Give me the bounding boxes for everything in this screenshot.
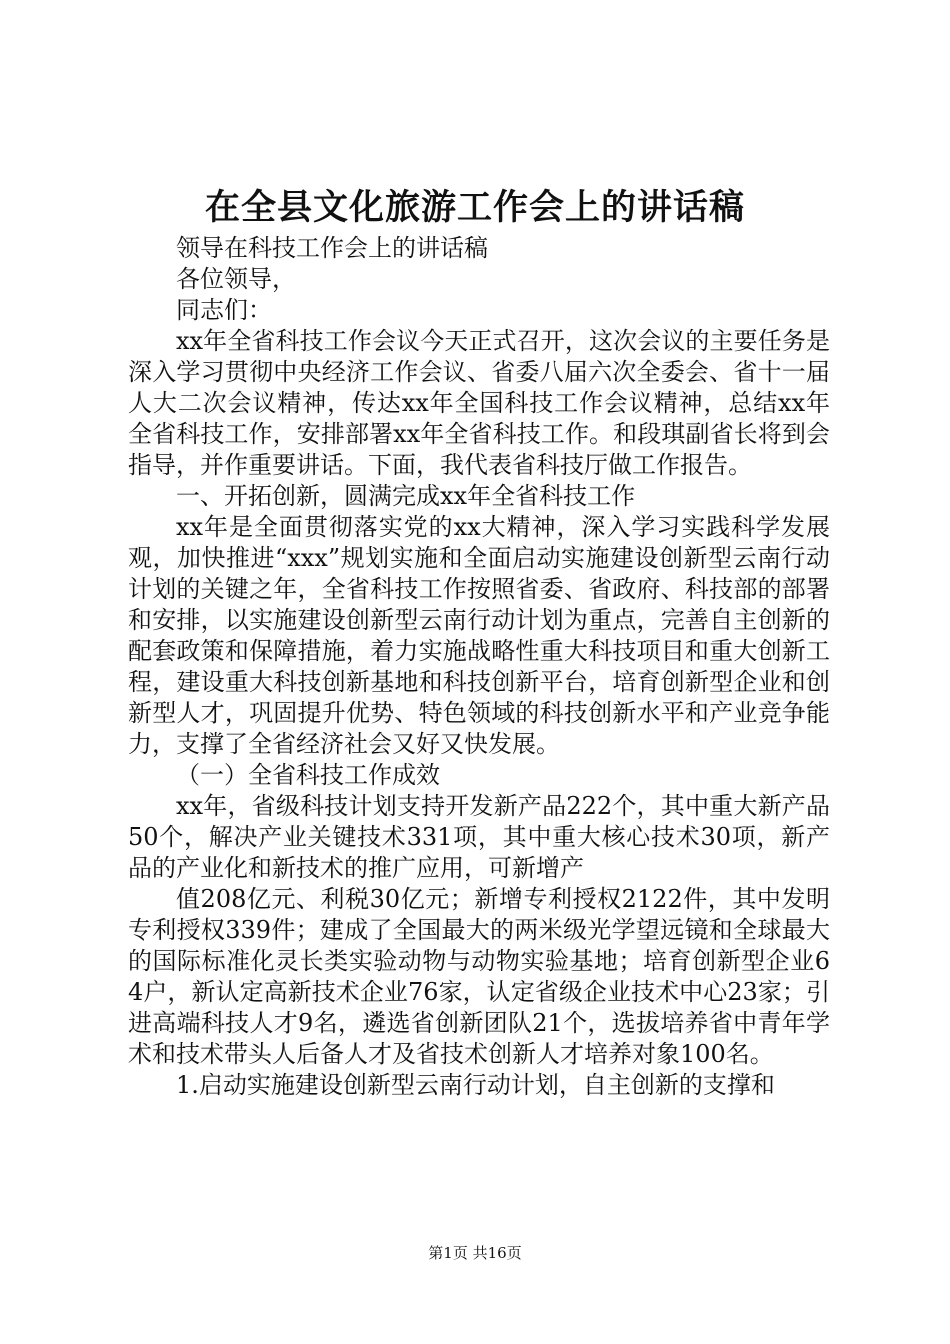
body-paragraph: xx年，省级科技计划支持开发新产品222个，其中重大新产品50个，解决产业关键技术331项，其中重大核心技术30项，新产品的产业化和新技术的推广应用，可新增产 <box>128 792 830 882</box>
body-paragraph: 领导在科技工作会上的讲话稿 <box>176 234 488 262</box>
body-paragraph: 值208亿元、利税30亿元；新增专利授权2122件，其中发明专利授权339件；建成了全国最大的两米级光学望远镜和全球最大的国际标准化灵长类实验动物与动物实验基地；培育创新型企业64户，新认定高新技术企业76家，认定省级企业技术中心23家；引进高端科技人才9名，遴选省创新团队21个，选拔培养省中青年学术和技术带头人后备人才及省技术创新人才培养对象100名。 <box>128 885 830 1068</box>
document-body <box>128 233 830 1101</box>
page-footer: 第1页 共16页 <box>428 1244 522 1262</box>
body-paragraph: 同志们： <box>176 296 272 324</box>
section-heading: 一、开拓创新，圆满完成xx年全省科技工作 <box>176 482 636 510</box>
body-paragraph: 各位领导， <box>176 265 296 293</box>
document-title: 在全县文化旅游工作会上的讲话稿 <box>204 188 745 228</box>
body-paragraph: 1.启动实施建设创新型云南行动计划，自主创新的支撑和 <box>176 1071 775 1099</box>
body-paragraph: xx年全省科技工作会议今天正式召开，这次会议的主要任务是深入学习贯彻中央经济工作会议、省委八届六次全委会、省十一届人大二次会议精神，传达xx年全国科技工作会议精神，总结xx年全省科技工作，安排部署xx年全省科技工作。和段琪副省长将到会指导，并作重要讲话。下面，我代表省科技厅做工作报告。 <box>128 327 830 479</box>
body-paragraph: xx年是全面贯彻落实党的xx大精神，深入学习实践科学发展观，加快推进“xxx”规划实施和全面启动实施建设创新型云南行动计划的关键之年，全省科技工作按照省委、省政府、科技部的部署和安排，以实施建设创新型云南行动计划为重点，完善自主创新的配套政策和保障措施，着力实施战略性重大科技项目和重大创新工程，建设重大科技创新基地和科技创新平台，培育创新型企业和创新型人才，巩固提升优势、特色领域的科技创新水平和产业竞争能力，支撑了全省经济社会又好又快发展。 <box>128 513 830 758</box>
subsection-heading: （一）全省科技工作成效 <box>176 761 440 789</box>
